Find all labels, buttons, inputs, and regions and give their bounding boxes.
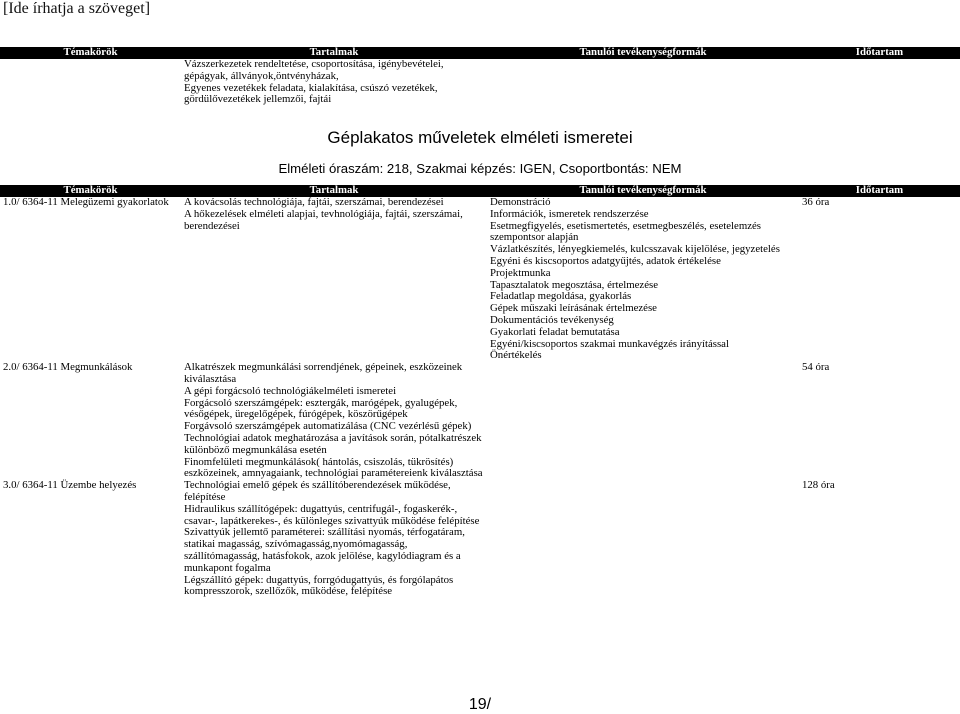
header-duration: Időtartam bbox=[799, 47, 960, 59]
header-activities: Tanulói tevékenységformák bbox=[487, 47, 799, 59]
content-line: kompresszorok, szellőzők, működése, felépítése bbox=[184, 585, 393, 598]
activity-line: Egyéni/kiscsoportos szakmai munkavégzés irányítással bbox=[490, 337, 729, 350]
duration-cell bbox=[799, 59, 960, 106]
content-line: Technológiai emelő gépek és szállítóberendezések működése, bbox=[184, 479, 451, 492]
content-line: A hőkezelések elméleti alapjai, tevhnológiája, fajtái, szerszámai, bbox=[184, 207, 463, 220]
topic-cell: 2.0/ 6364-11 Megmunkálások bbox=[3, 361, 133, 374]
content-cell bbox=[181, 59, 487, 106]
activity-line: szempontsor alapján bbox=[490, 231, 579, 244]
topic-cell bbox=[0, 59, 181, 106]
activity-line: Gépek műszaki leírásának értelmezése bbox=[490, 302, 657, 315]
duration-cell: 128 óra bbox=[802, 479, 835, 492]
content-line: Technológiai adatok meghatározása a javítások során, pótalkatrészek bbox=[184, 431, 482, 444]
content-line: Alkatrészek megmunkálási sorrendjének, gépeinek, eszközeinek bbox=[184, 361, 463, 374]
curriculum-table bbox=[0, 185, 960, 598]
header-contents: Tartalmak bbox=[181, 185, 487, 197]
content-line: vésőgépek, üregelőgépek, fúrógépek, köszörűgépek bbox=[184, 408, 408, 421]
header-topics: Témakörök bbox=[0, 185, 181, 197]
header-duration: Időtartam bbox=[799, 185, 960, 197]
content-line: Finomfelületi megmunkálások( hántolás, csiszolás, tükrösítés) bbox=[184, 455, 454, 468]
content-line: Forgávsoló szerszámgépek automatizálása (CNC vezérlésű gépek) bbox=[184, 420, 472, 433]
activity-line: Önértékelés bbox=[490, 349, 542, 362]
content-line: Légszállító gépek: dugattyús, forrgódugattyús, és forgólapátos bbox=[184, 573, 454, 586]
content-line: Szivattyúk jellemtő paraméterei: szállítási nyomás, térfogatáram, bbox=[184, 526, 465, 539]
activity-line: Információk, ismeretek rendszerzése bbox=[490, 207, 649, 220]
activity-line: Demonstráció bbox=[490, 196, 551, 208]
activity-line: Feladatlap megoldása, gyakorlás bbox=[490, 290, 632, 303]
table-row bbox=[0, 480, 960, 598]
content-line: szállítómagasság, hatásfokok, azok jelölése, kagylódiagram és a bbox=[184, 549, 461, 562]
activity-line: Vázlatkészítés, lényegkiemelés, kulcsszavak kijelölése, jegyzetelés bbox=[490, 243, 780, 256]
header-topics: Témakörök bbox=[0, 47, 181, 59]
activity-line: Projektmunka bbox=[490, 266, 551, 279]
content-line: Hidraulikus szállítógépek: dugattyús, centrifugál-, fogaskerék-, bbox=[184, 502, 458, 515]
activity-line: Egyéni és kiscsoportos adatgyűjtés, adatok értékelése bbox=[490, 254, 721, 267]
content-line: A kovácsolás technológiája, fajtái, szerszámai, berendezései bbox=[184, 196, 444, 208]
table-row bbox=[0, 362, 960, 480]
activity-cell bbox=[487, 362, 799, 480]
content-line: munkapont fogalma bbox=[184, 561, 271, 574]
content-line: különböző megmunkálása esetén bbox=[184, 443, 327, 456]
activity-cell bbox=[487, 197, 799, 362]
section-subtitle: Elméleti óraszám: 218, Szakmai képzés: IGEN, Csoportbontás: NEM bbox=[278, 161, 682, 176]
content-cell bbox=[181, 197, 487, 362]
table-header-row bbox=[0, 47, 960, 59]
activity-line: Tapasztalatok megosztása, értelmezése bbox=[490, 278, 659, 291]
table-row bbox=[0, 59, 960, 106]
content-cell bbox=[181, 362, 487, 480]
content-line: eszközeinek, amnyagaiank, technológiai paramétereienk kiválasztása bbox=[184, 467, 483, 480]
content-cell bbox=[181, 480, 487, 598]
activity-line: Esetmegfigyelés, esetismertetés, esetmegbeszélés, esetelemzés bbox=[490, 219, 762, 232]
content-line: gördülővezetékek jellemzői, fajtái bbox=[184, 93, 332, 106]
page-number: 19/ bbox=[468, 696, 492, 713]
activity-cell bbox=[487, 59, 799, 106]
content-line: A gépi forgácsoló technológiákelméleti ismeretei bbox=[184, 384, 397, 397]
duration-cell: 36 óra bbox=[802, 196, 830, 208]
activity-line: Dokumentációs tevékenység bbox=[490, 313, 614, 326]
activity-cell bbox=[487, 480, 799, 598]
header-activities: Tanulói tevékenységformák bbox=[487, 185, 799, 197]
curriculum-table-continuation bbox=[0, 47, 960, 106]
content-line: statikai magasság, szívómagasság,nyomómagasság, bbox=[184, 538, 408, 551]
content-line: gépágyak, állványok,öntvényházak, bbox=[184, 69, 339, 82]
activity-line: Gyakorlati feladat bemutatása bbox=[490, 325, 620, 338]
topic-cell: 1.0/ 6364-11 Melegüzemi gyakorlatok bbox=[3, 196, 169, 208]
content-line: Forgácsoló szerszámgépek: esztergák, marógépek, gyalugépek, bbox=[184, 396, 458, 409]
content-line: Vázszerkezetek rendeltetése, csoportosítása, igénybevételei, bbox=[184, 58, 444, 70]
header-contents: Tartalmak bbox=[181, 47, 487, 59]
section-title: Géplakatos műveletek elméleti ismeretei bbox=[327, 128, 633, 147]
duration-cell: 54 óra bbox=[802, 361, 830, 374]
content-line: berendezései bbox=[184, 219, 240, 232]
content-line: Egyenes vezetékek feladata, kialakítása, csúszó vezetékek, bbox=[184, 81, 438, 94]
content-line: csavar-, lapátkerekes-, és különleges szivattyúk működése felépítése bbox=[184, 514, 480, 527]
table-row bbox=[0, 197, 960, 362]
topic-cell: 3.0/ 6364-11 Üzembe helyezés bbox=[3, 479, 137, 492]
content-line: kiválasztása bbox=[184, 372, 237, 385]
content-line: felépítése bbox=[184, 490, 226, 503]
header-placeholder-text: [Ide írhatja a szöveget] bbox=[3, 0, 151, 17]
